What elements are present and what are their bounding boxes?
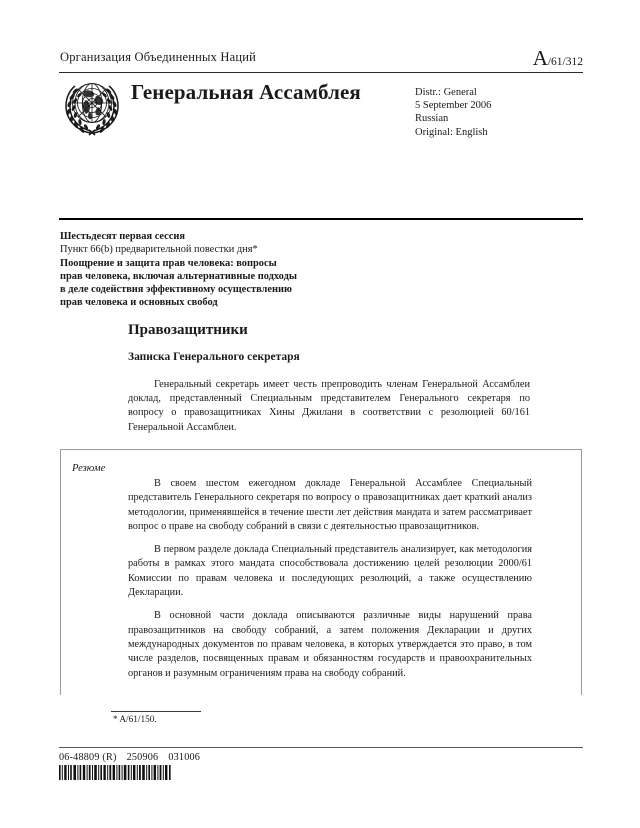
job-number: 06-48809 (R) — [59, 752, 117, 763]
distribution-date: 5 September 2006 — [415, 100, 492, 112]
distribution-original: Original: English — [415, 126, 488, 138]
agenda-title-line-3: в деле содействия эффективному осуществлению — [60, 284, 292, 296]
distribution-block — [415, 86, 491, 139]
summary-label: Резюме — [72, 463, 106, 474]
footnote-marker: * — [113, 714, 118, 724]
body-name-title: Генеральная Ассамблея — [131, 80, 361, 104]
un-emblem-icon — [60, 76, 124, 138]
footer-date-code-1: 250906 — [126, 752, 159, 763]
footnote-reference: A/61/150. — [119, 715, 157, 725]
barcode — [59, 765, 171, 780]
footer-separator — [59, 747, 583, 748]
header-bottom-divider — [59, 218, 583, 220]
page-title: Правозащитники — [128, 322, 248, 338]
masthead-divider — [59, 72, 583, 73]
distribution-type: Distr.: General — [415, 87, 477, 98]
organization-name: Организация Объединенных Наций — [60, 50, 257, 64]
session-number: Шестьдесят первая сессия — [60, 231, 186, 242]
agenda-title-line-1: Поощрение и защита прав человека: вопросы — [60, 257, 277, 269]
document-symbol-letter: A — [532, 46, 548, 70]
document-symbol-number: /61/312 — [547, 56, 583, 68]
distribution-language: Russian — [415, 113, 449, 125]
agenda-item: Пункт 66(b) предварительной повестки дня* — [60, 244, 258, 256]
footnote — [113, 714, 157, 725]
summary-paragraph: В первом разделе доклада Специальный представитель анализирует, как методология работы в рамках этого мандата способствовала достижению целей резолюции 2000/61 Комиссии по правам человека и последующих резолюций, а также осуществлению Декларации. — [128, 544, 532, 599]
agenda-title-line-4: прав человека и основных свобод — [60, 297, 218, 309]
summary-body — [128, 477, 532, 690]
introductory-paragraph: Генеральный секретарь имеет честь препроводить членам Генеральной Ассамблеи доклад, представленный Специальным представителем Генерального секретаря по вопросу о правозащитниках Хины Джилани в соответствии с резолюцией 60/161 Генеральной Ассамблеи. — [128, 379, 530, 433]
footer-date-code-2: 031006 — [168, 752, 201, 763]
summary-paragraph: В основной части доклада описываются различные виды нарушений права правозащитников на свободу собраний, а затем положения Декларации и других международных документов по правам человека, в которых утверждается это право, в том числе разделов, посвященных правам и обязанностям государств и правоохранительных органов и разумным ограничениям права на свободу собраний. — [128, 610, 532, 679]
document-symbol — [533, 48, 583, 70]
page-subtitle: Записка Генерального секретаря — [128, 351, 300, 363]
footer-job-line — [59, 752, 200, 763]
summary-paragraph: В своем шестом ежегодном докладе Генеральной Ассамблее Специальный представитель Генерального секретаря по вопросу о правозащитниках дает краткий анализ методологии, применявшейся в течение шести лет действия мандата и затем рассматривает вопрос о праве на свободу собраний в связи с деятельностью правозащитников. — [128, 478, 532, 532]
footnote-separator — [111, 711, 201, 712]
agenda-title-line-2: прав человека, включая альтернативные подходы — [60, 270, 297, 282]
session-info-block — [60, 230, 380, 310]
